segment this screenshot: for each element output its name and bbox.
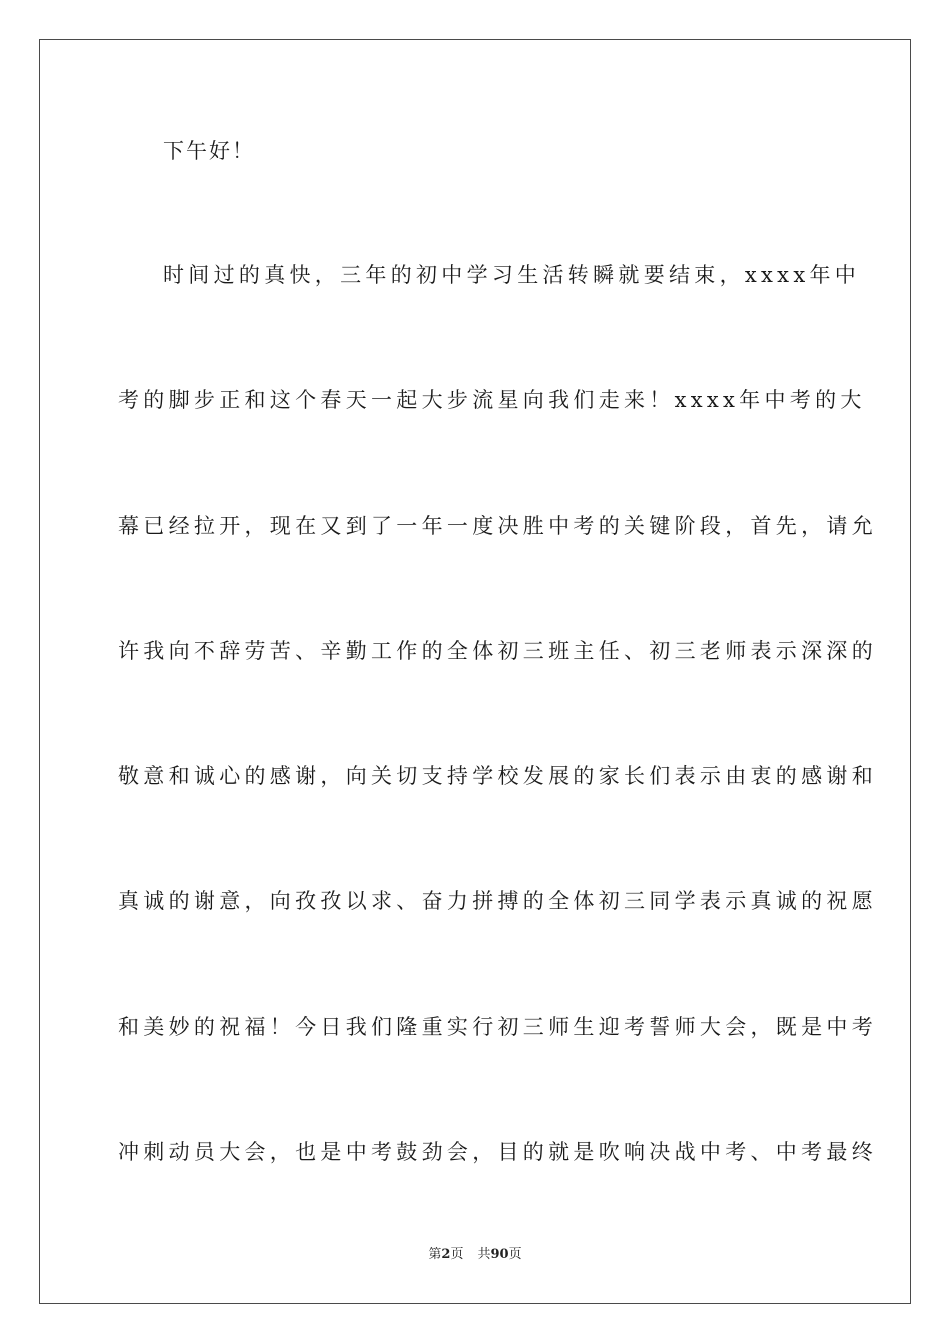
page-frame bbox=[39, 39, 911, 1304]
paragraph-line-6: 真诚的谢意，向孜孜以求、奋力拼搏的全体初三同学表示真诚的祝愿 bbox=[118, 889, 877, 913]
paragraph-line-1: 时间过的真快，三年的初中学习生活转瞬就要结束，xxxx年中 bbox=[163, 263, 861, 287]
paragraph-line-8: 冲刺动员大会，也是中考鼓劲会，目的就是吹响决战中考、中考最终 bbox=[118, 1140, 877, 1164]
footer-page-number: 2 bbox=[441, 1247, 451, 1262]
greeting-text: 下午好！ bbox=[163, 139, 255, 163]
footer-total-suffix: 页 bbox=[508, 1247, 522, 1262]
paragraph-line-2: 考的脚步正和这个春天一起大步流星向我们走来！xxxx年中考的大 bbox=[118, 388, 866, 412]
footer-page-prefix: 第 bbox=[428, 1247, 442, 1262]
paragraph-line-3: 幕已经拉开，现在又到了一年一度决胜中考的关键阶段，首先，请允 bbox=[118, 514, 877, 538]
paragraph-line-7: 和美妙的祝福！今日我们隆重实行初三师生迎考誓师大会，既是中考 bbox=[118, 1015, 877, 1039]
footer-total-prefix: 共 bbox=[477, 1247, 491, 1262]
paragraph-line-4: 许我向不辞劳苦、辛勤工作的全体初三班主任、初三老师表示深深的 bbox=[118, 639, 877, 663]
paragraph-line-5: 敬意和诚心的感谢，向关切支持学校发展的家长们表示由衷的感谢和 bbox=[118, 764, 877, 788]
page-footer bbox=[0, 1246, 950, 1264]
footer-total-pages: 90 bbox=[490, 1247, 509, 1262]
footer-page-suffix: 页 bbox=[450, 1247, 464, 1262]
